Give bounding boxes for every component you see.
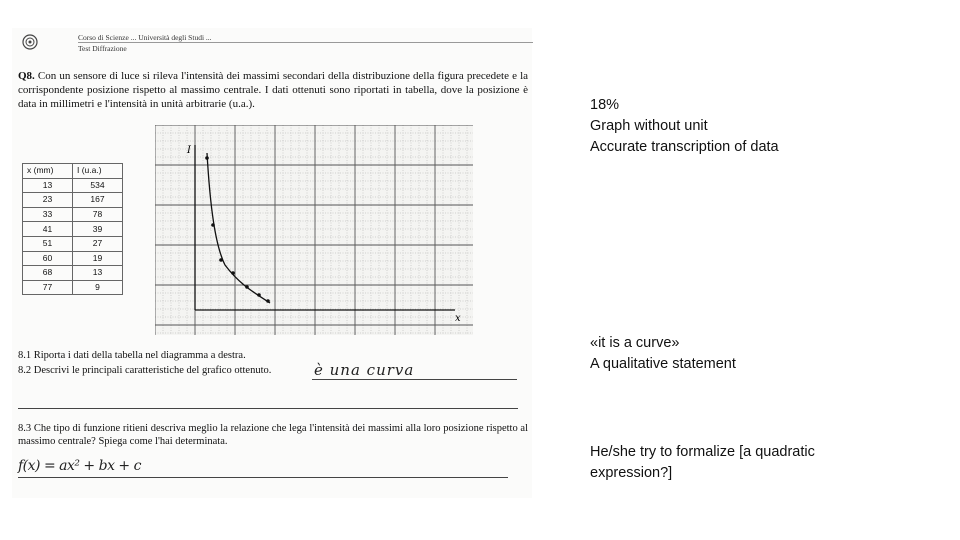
scanned-worksheet xyxy=(12,28,532,498)
worksheet-header xyxy=(18,32,528,52)
table-cell-i: 78 xyxy=(73,207,123,222)
annotation-note-3 xyxy=(590,442,815,484)
question-8-text: Con un sensore di luce si rileva l'intensità dei massimi secondari della distribuzione della figura precedete e la corrispondente posizione rispetto al massimo centrale. I dati ottenuti sono riportati in tabella, dove la posizione è data in millimetri e l'intensità in unità arbitrarie (u.a.). xyxy=(18,70,529,110)
table-header-x: x (mm) xyxy=(23,164,73,179)
table-cell-x: 60 xyxy=(23,251,73,266)
table-cell-i: 19 xyxy=(73,251,123,266)
plot-point xyxy=(266,299,270,303)
plot-point xyxy=(205,156,209,160)
table-cell-x: 23 xyxy=(23,193,73,208)
note-1-line: Graph without unit xyxy=(590,118,708,134)
note-3-line: expression?] xyxy=(590,465,673,481)
table-row xyxy=(23,222,123,237)
university-seal-icon xyxy=(22,34,38,50)
plot-point xyxy=(231,271,235,275)
table-cell-i: 13 xyxy=(73,266,123,281)
plot-point xyxy=(211,223,215,227)
table-row xyxy=(23,266,123,281)
table-cell-i: 27 xyxy=(73,236,123,251)
table-cell-x: 33 xyxy=(23,207,73,222)
plot-point xyxy=(219,258,223,262)
answer-line xyxy=(312,379,517,380)
table-cell-x: 41 xyxy=(23,222,73,237)
answer-line xyxy=(18,477,508,478)
note-3-line: He/she try to formalize [a quadratic xyxy=(590,444,815,460)
answer-line xyxy=(18,408,518,409)
table-cell-i: 167 xyxy=(73,193,123,208)
header-institution: Corso di Scienze ... Università degli Studi ... xyxy=(78,33,212,42)
question-8 xyxy=(18,69,528,111)
note-1-line: Accurate transcription of data xyxy=(590,139,779,155)
table-cell-x: 13 xyxy=(23,178,73,193)
table-header-row xyxy=(23,164,123,179)
question-8-1: 8.1 Riporta i dati della tabella nel diagramma a destra. xyxy=(18,350,246,361)
note-2-line: A qualitative statement xyxy=(590,356,736,372)
table-cell-i: 9 xyxy=(73,280,123,295)
annotation-note-2 xyxy=(590,333,736,375)
answer-8-3-handwritten: f(x) = ax² + bx + c xyxy=(18,458,141,474)
table-row xyxy=(23,236,123,251)
hand-plotted-graph xyxy=(155,125,473,335)
table-row xyxy=(23,207,123,222)
table-cell-i: 534 xyxy=(73,178,123,193)
table-cell-x: 68 xyxy=(23,266,73,281)
table-cell-x: 51 xyxy=(23,236,73,251)
graph-y-label: I xyxy=(187,145,191,156)
table-row xyxy=(23,251,123,266)
table-cell-i: 39 xyxy=(73,222,123,237)
graph-paper xyxy=(155,125,473,335)
table-row xyxy=(23,193,123,208)
annotation-note-1 xyxy=(590,95,779,158)
question-8-label: Q8. xyxy=(18,70,35,82)
table-row xyxy=(23,178,123,193)
note-1-line: 18% xyxy=(590,97,620,113)
table-cell-x: 77 xyxy=(23,280,73,295)
question-8-3: 8.3 Che tipo di funzione ritieni descriva meglio la relazione che lega l'intensità dei massimi alla loro posizione rispetto al massimo centrale? Spiega come l'hai determinata. xyxy=(18,423,528,447)
note-2-line: «it is a curve» xyxy=(590,335,680,351)
data-table xyxy=(22,163,123,295)
plot-point xyxy=(245,285,249,289)
header-test-name: Test Diffrazione xyxy=(78,44,127,53)
answer-8-2-handwritten: è una curva xyxy=(314,361,415,379)
plot-point xyxy=(257,293,261,297)
header-rule xyxy=(78,42,533,43)
question-8-2: 8.2 Descrivi le principali caratteristiche del grafico ottenuto. xyxy=(18,365,272,376)
table-header-i: I (u.a.) xyxy=(73,164,123,179)
graph-x-label: x xyxy=(455,313,461,324)
table-row xyxy=(23,280,123,295)
